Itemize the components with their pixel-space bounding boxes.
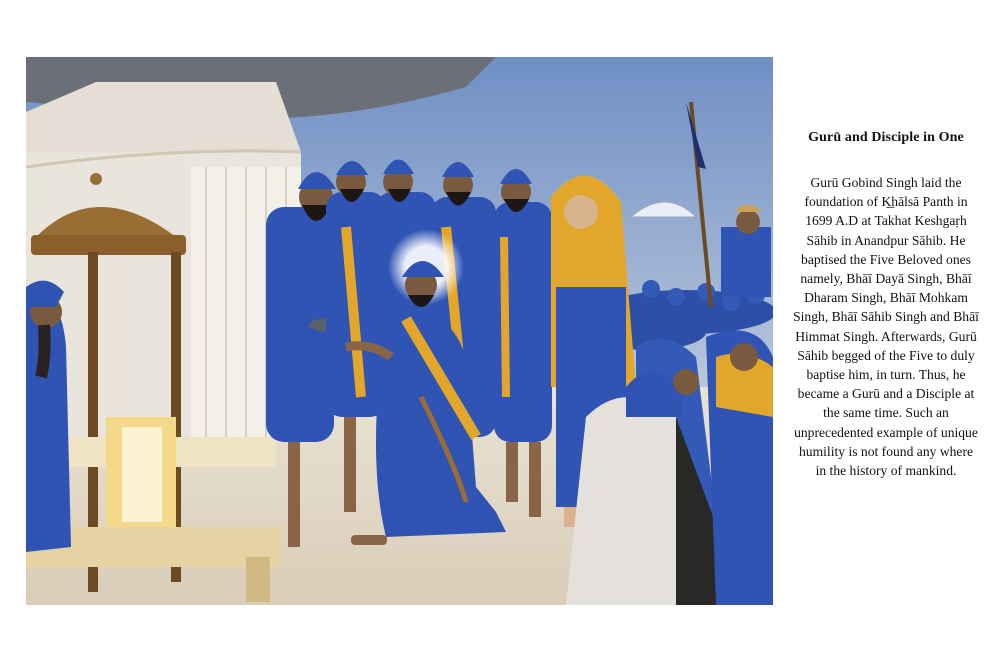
caption-line: Gurū Gobind Singh laid the <box>810 175 962 190</box>
caption-line: foundation of K͟hālsā Panth in <box>804 194 968 210</box>
caption-line: in the history of mankind. <box>815 463 957 479</box>
caption-line: became a Gurū and a Disciple at <box>797 386 975 402</box>
caption-line: Sāhib in Anandpur Sāhib. He <box>806 232 966 248</box>
caption-line: Sāhib begged of the Five to duly <box>797 347 975 363</box>
caption-line: humility is not found any where <box>798 443 974 459</box>
caption-line: namely, Bhāī Dayā Singh, Bhāī <box>800 271 972 287</box>
caption-title: Gurū and Disciple in One <box>808 130 964 145</box>
caption-body <box>786 173 986 480</box>
painting-khalsa-baptism <box>26 57 773 605</box>
caption-line: Dharam Singh, Bhāī Mohkam <box>804 290 968 306</box>
tent <box>26 82 301 442</box>
caption-line: Himmat Singh. Afterwards, Gurū <box>795 328 977 344</box>
caption-line: Singh, Bhāī Sāhib Singh and Bhāī <box>793 309 979 325</box>
caption-line: unprecedented example of unique <box>794 424 978 440</box>
caption-panel <box>786 130 986 480</box>
caption-line: baptise him, in turn. Thus, he <box>806 367 966 383</box>
caption-line: the same time. Such an <box>823 405 949 421</box>
caption-line: 1699 A.D at Takhat Keshgaṛh <box>805 213 967 229</box>
caption-line: baptised the Five Beloved ones <box>801 251 971 267</box>
